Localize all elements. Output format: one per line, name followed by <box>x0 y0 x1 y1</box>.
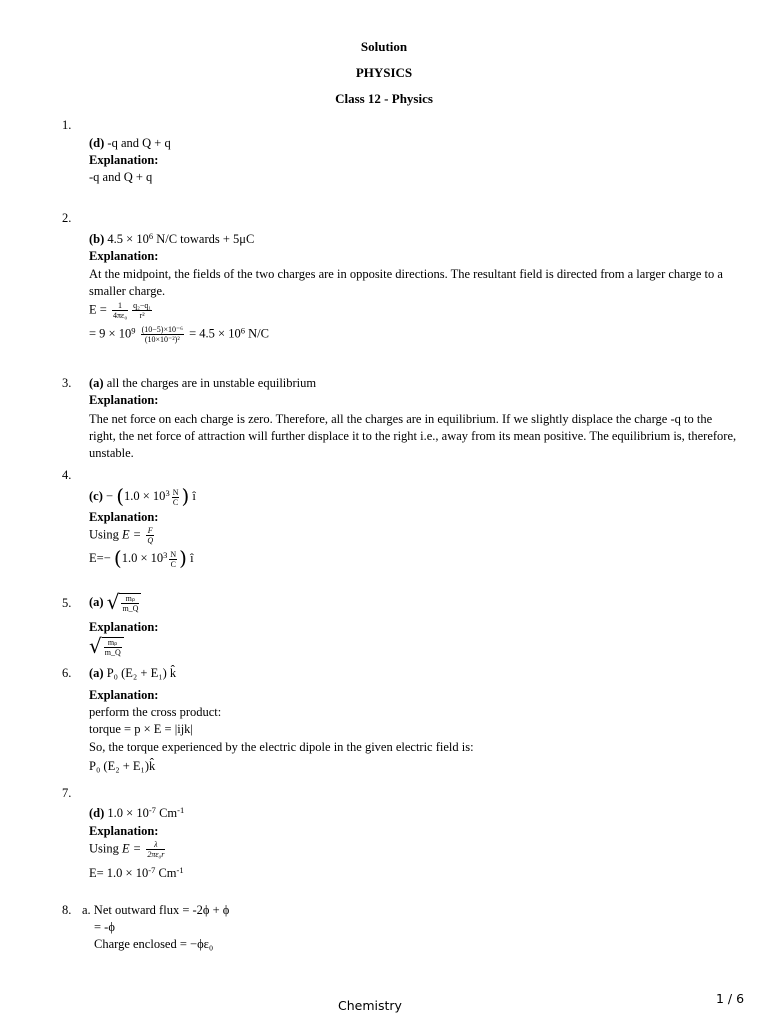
q3-explanation-text: The net force on each charge is zero. Therefore, all the charges are in equilibrium. If we slightly displace the charge -q to the right, the net force of attraction will further displace it to the right i.e., away from its mean positive. The equilibrium is, therefore, unstable. <box>89 412 737 460</box>
q1-explanation-label: Explanation: <box>89 153 159 167</box>
q7-explanation-label: Explanation: <box>89 824 159 838</box>
q3-answer: (a) all the charges are in unstable equilibrium <box>89 376 317 390</box>
q6-number: 6. <box>62 666 72 680</box>
q6-explanation-label: Explanation: <box>89 688 159 702</box>
q8-number: 8. <box>62 903 72 917</box>
q2-number: 2. <box>62 211 72 225</box>
q2-calculation: = $9 \times 10^9$ $\frac{\text{(10−5)×10⁻⁶}}{\text{(10×10⁻²)²}}$ = $4.5 \times 10^6$ N/C <box>89 325 269 344</box>
footer-subject: Chemistry <box>338 998 402 1013</box>
q7-answer: (d) $1.0 \times 10^{-7}$ $Cm^{-1}$ <box>89 805 185 820</box>
subject-heading: PHYSICS <box>355 65 413 80</box>
q4-result: $E=- (1.0 \times 10^3$ $\frac{N}{C}$ ) î <box>89 546 194 570</box>
page-number: 1 / 6 <box>716 991 745 1006</box>
q2-formula: E = $\frac{1}{\text{4πε₀}}$ $\frac{\text{q₂−q₁}}{\text{r²}}$ <box>89 301 152 320</box>
q5-explanation-label: Explanation: <box>89 620 159 634</box>
q1-explanation-text: -q and Q + q <box>89 170 153 184</box>
q2-explanation-text: At the midpoint, the fields of the two charges are in opposite directions. The resultant field is directed from a larger charge to a smaller charge. <box>89 267 723 298</box>
q2-answer: (b) $4.5 \times 10^6$ N/C towards + 5μC <box>89 231 255 246</box>
q8-line2: = -ϕ <box>94 920 115 934</box>
q7-number: 7. <box>62 786 72 800</box>
q7-using-formula: Using E = $\frac{\lambda}{\text{2πε₀r}}$ <box>89 840 165 859</box>
q7-result: $E= 1.0 \times 10^{-7}$ $Cm^{-1}$ <box>89 865 184 880</box>
q8-line1: a. Net outward flux = -2ϕ + ϕ <box>82 903 230 917</box>
solution-heading: Solution <box>360 39 408 54</box>
q5-answer: (a) √ $\frac{\text{mₚ}}{m\_Q}$ <box>89 590 141 614</box>
q6-line1: perform the cross product: <box>89 705 222 719</box>
q6-answer: (a) P₀ (E₂ + E₁) k̂ <box>89 666 177 680</box>
q3-explanation-label: Explanation: <box>89 393 159 407</box>
q5-explanation-formula: √ $\frac{\text{mₚ}}{m\_Q}$ <box>89 634 124 658</box>
q2-explanation-label: Explanation: <box>89 249 159 263</box>
q5-number: 5. <box>62 596 72 610</box>
q1-number: 1. <box>62 118 72 132</box>
q1-answer: (d) -q and Q + q <box>89 136 171 150</box>
q4-answer: $(c) - (1.0 \times 10^3$ $\frac{N}{C}$ ) î <box>89 484 196 508</box>
class-heading: Class 12 - Physics <box>335 91 433 106</box>
q3-number: 3. <box>62 376 72 390</box>
q6-line4: P₀ (E₂ + E₁)k̂ <box>89 759 156 773</box>
q4-explanation-label: Explanation: <box>89 510 159 524</box>
q4-using-formula: Using E = $\frac{F}{Q}$ <box>89 526 154 545</box>
q6-line3: So, the torque experienced by the electric dipole in the given electric field is: <box>89 740 474 754</box>
q6-line2: torque = p × E = |ijk| <box>89 722 193 736</box>
q4-number: 4. <box>62 468 72 482</box>
q8-line3: Charge enclosed = −ϕε₀ <box>94 937 214 951</box>
